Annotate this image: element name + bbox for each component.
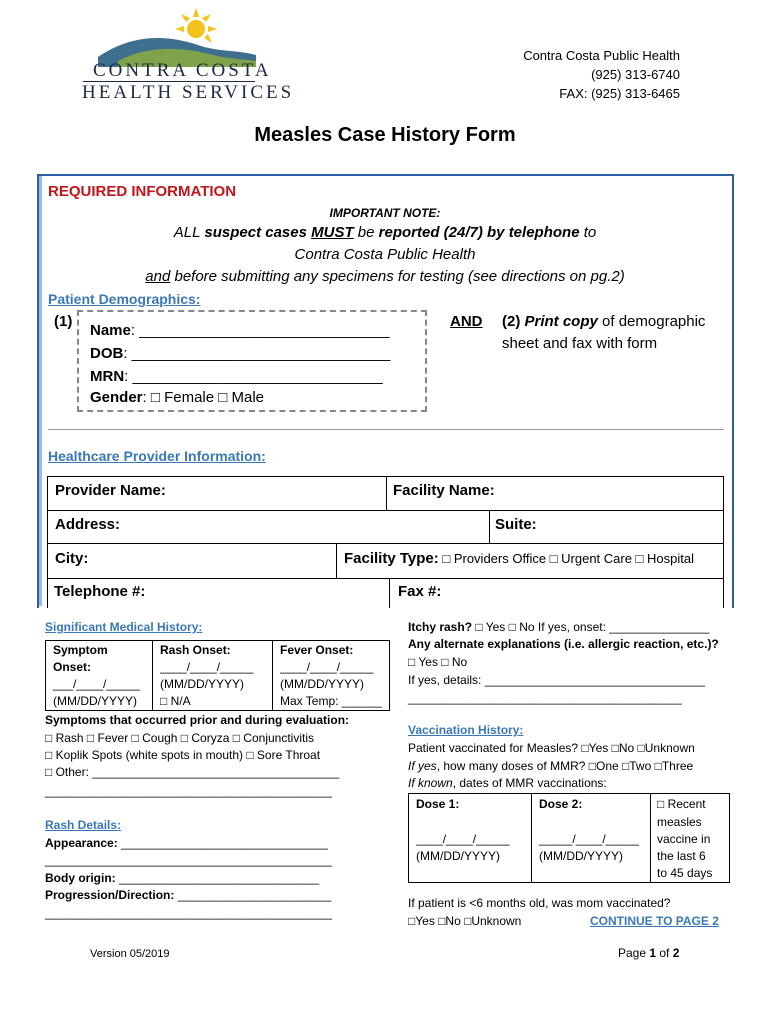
field-mrn[interactable] [90, 368, 383, 385]
rash-onset-na[interactable]: □ N/A [160, 694, 191, 708]
facility-type-label: Facility Type: [344, 550, 439, 567]
medical-history-label: Significant Medical History: [45, 620, 203, 634]
rash-details-label: Rash Details: [45, 818, 122, 832]
note-line1 [0, 224, 770, 241]
table-border [47, 578, 48, 608]
print-rest: of demographic [597, 313, 706, 330]
progression-blank: _______________________ [174, 888, 332, 902]
facility-type-cell[interactable] [336, 543, 724, 579]
facility-name-label: Facility Name: [393, 482, 495, 499]
contact-fax: FAX: (925) 313-6465 [559, 86, 680, 101]
page-number [618, 946, 679, 960]
note-text: suspect cases [204, 224, 312, 241]
recent-vaccine-text: vaccine in [657, 832, 711, 846]
field-blank: : ______________________________ [124, 368, 383, 385]
field-label: Gender [90, 389, 143, 406]
field-label: DOB [90, 345, 124, 362]
infant-question: If patient is <6 months old, was mom vaccinated? [408, 896, 671, 910]
dates-rest: , dates of MMR vaccinations: [452, 776, 607, 790]
field-blank: : ______________________________ [130, 322, 390, 339]
dose2-label: Dose 2: [539, 797, 583, 811]
fever-onset-format: (MM/DD/YYYY) [280, 677, 364, 691]
progression-label: Progression/Direction: [45, 888, 175, 902]
contact-phone: (925) 313-6740 [591, 67, 680, 82]
note-text: MUST [311, 224, 354, 241]
logo-line2: HEALTH SERVICES [82, 82, 295, 103]
body-origin-field[interactable] [45, 871, 319, 885]
required-heading: REQUIRED INFORMATION [48, 183, 237, 200]
field-gender[interactable] [90, 389, 264, 406]
print-copy-line2: sheet and fax with form [502, 335, 658, 352]
gender-options[interactable]: : □ Female □ Male [142, 389, 265, 406]
note-text: before submitting any specimens for testing (see directions on pg.2) [170, 268, 625, 285]
dose1-label: Dose 1: [416, 797, 460, 811]
recent-vaccine-text: the last 6 [657, 849, 706, 863]
note-text: reported (24/7) by telephone [378, 224, 580, 241]
itchy-rash-field[interactable] [408, 620, 709, 634]
facility-type [344, 550, 694, 567]
progression-field[interactable] [45, 888, 331, 902]
dose2-format: (MM/DD/YYYY) [539, 849, 623, 863]
alternate-details[interactable]: If yes, details: _________________________________ [408, 673, 705, 687]
city-cell[interactable] [47, 543, 337, 579]
and-label: AND [450, 313, 483, 330]
address-label: Address: [55, 516, 121, 533]
field-label: MRN [90, 368, 125, 385]
body-origin-blank: ______________________________ [115, 871, 320, 885]
version-text: Version 05/2019 [90, 948, 170, 960]
provider-name-label: Provider Name: [55, 482, 166, 499]
fax-label: Fax #: [398, 583, 442, 600]
appearance-label: Appearance: [45, 836, 118, 850]
appearance-line[interactable]: ___________________________________________ [45, 853, 332, 867]
facility-name-cell[interactable] [386, 476, 724, 511]
dose1-blank: ____/____/_____ [416, 832, 510, 846]
note-text: ALL [173, 224, 205, 241]
alternate-details-line[interactable]: _________________________________________ [408, 691, 682, 705]
address-cell[interactable] [47, 510, 490, 544]
demographics-label: Patient Demographics: [48, 291, 201, 307]
provider-name-cell[interactable] [47, 476, 387, 511]
symptom-onset-format: (MM/DD/YYYY) [53, 694, 137, 708]
rash-onset-format: (MM/DD/YYYY) [160, 677, 244, 691]
logo-mark [98, 5, 258, 67]
dose2-blank: _____/____/_____ [539, 832, 640, 846]
recent-vaccine-text[interactable]: □ Recent [657, 797, 706, 811]
note-text: to [579, 224, 597, 241]
page-current: 1 [649, 946, 657, 960]
doses-options[interactable]: , how many doses of MMR? □One □Two □Three [436, 759, 694, 773]
table-border [389, 578, 390, 608]
recent-vaccine-text: measles [657, 815, 702, 829]
field-blank: : _______________________________ [123, 345, 391, 362]
rash-onset-label: Rash Onset: [160, 643, 231, 657]
recent-vaccine-text: to 45 days [657, 866, 713, 880]
appearance-field[interactable] [45, 836, 328, 850]
doses-question[interactable] [408, 759, 693, 773]
symptom-onset-label: Onset: [53, 660, 92, 674]
section-divider [48, 429, 724, 430]
page-text: of [656, 946, 673, 960]
fever-onset-blank: ____/____/_____ [280, 660, 374, 674]
dates-if-known: If known [408, 776, 453, 790]
rash-onset-blank: ____/____/_____ [160, 660, 254, 674]
print-copy-line1 [502, 313, 705, 330]
note-line3 [0, 268, 770, 285]
suite-label: Suite: [495, 516, 537, 533]
symptoms-heading: Symptoms that occurred prior and during evaluation: [45, 713, 350, 727]
page-total: 2 [672, 946, 680, 960]
max-temp[interactable]: Max Temp: ______ [280, 694, 382, 708]
fever-onset-label: Fever Onset: [280, 643, 354, 657]
vaccination-label: Vaccination History: [408, 723, 524, 737]
doses-if-yes: If yes [408, 759, 437, 773]
body-origin-label: Body origin: [45, 871, 116, 885]
field-dob[interactable] [90, 345, 390, 362]
symptom-onset-blank: ___/____/_____ [53, 677, 140, 691]
symptoms-other[interactable]: □ Other: _____________________________________ [45, 765, 340, 779]
note-text: be [353, 224, 379, 241]
important-note-label: IMPORTANT NOTE: [329, 206, 441, 220]
vaccinated-question[interactable]: Patient vaccinated for Measles? □Yes □No □Unknown [408, 741, 695, 755]
field-label: Name [90, 322, 131, 339]
itchy-rash-options[interactable]: □ Yes □ No If yes, onset: _______________ [472, 620, 710, 634]
symptom-onset-label: Symptom [53, 643, 108, 657]
city-label: City: [55, 550, 89, 567]
facility-type-options[interactable]: □ Providers Office □ Urgent Care □ Hospital [438, 551, 694, 566]
symptoms-other-line[interactable]: ___________________________________________ [45, 784, 332, 798]
symptoms-options-1[interactable]: □ Rash □ Fever □ Cough □ Coryza □ Conjunctivitis [45, 731, 314, 745]
note-text: and [145, 268, 171, 285]
print-copy: Print copy [524, 313, 598, 330]
dose1-format: (MM/DD/YYYY) [416, 849, 500, 863]
logo-line1: CONTRA COSTA [93, 60, 272, 81]
itchy-rash-label: Itchy rash? [408, 620, 473, 634]
suite-cell[interactable] [489, 510, 724, 544]
print-num: (2) [502, 313, 525, 330]
continue-link[interactable]: CONTINUE TO PAGE 2 [590, 914, 719, 928]
infant-options[interactable]: □Yes □No □Unknown [408, 914, 522, 928]
page-title: Measles Case History Form [254, 124, 516, 146]
progression-line[interactable]: ___________________________________________ [45, 906, 332, 920]
table-border [723, 578, 724, 608]
dates-known [408, 776, 607, 790]
contact-org: Contra Costa Public Health [523, 48, 680, 63]
page-text: Page [618, 946, 650, 960]
appearance-blank: _______________________________ [117, 836, 328, 850]
provider-label: Healthcare Provider Information: [48, 448, 266, 464]
telephone-label: Telephone #: [54, 583, 146, 600]
alternate-explanations-label: Any alternate explanations (i.e. allergic reaction, etc.)? [408, 637, 719, 651]
alternate-explanations-options[interactable]: □ Yes □ No [408, 655, 468, 669]
symptoms-options-2[interactable]: □ Koplik Spots (white spots in mouth) □ Sore Throat [45, 748, 321, 762]
demographics-num1: (1) [54, 313, 73, 330]
note-line2: Contra Costa Public Health [294, 246, 476, 263]
field-name[interactable] [90, 322, 389, 339]
